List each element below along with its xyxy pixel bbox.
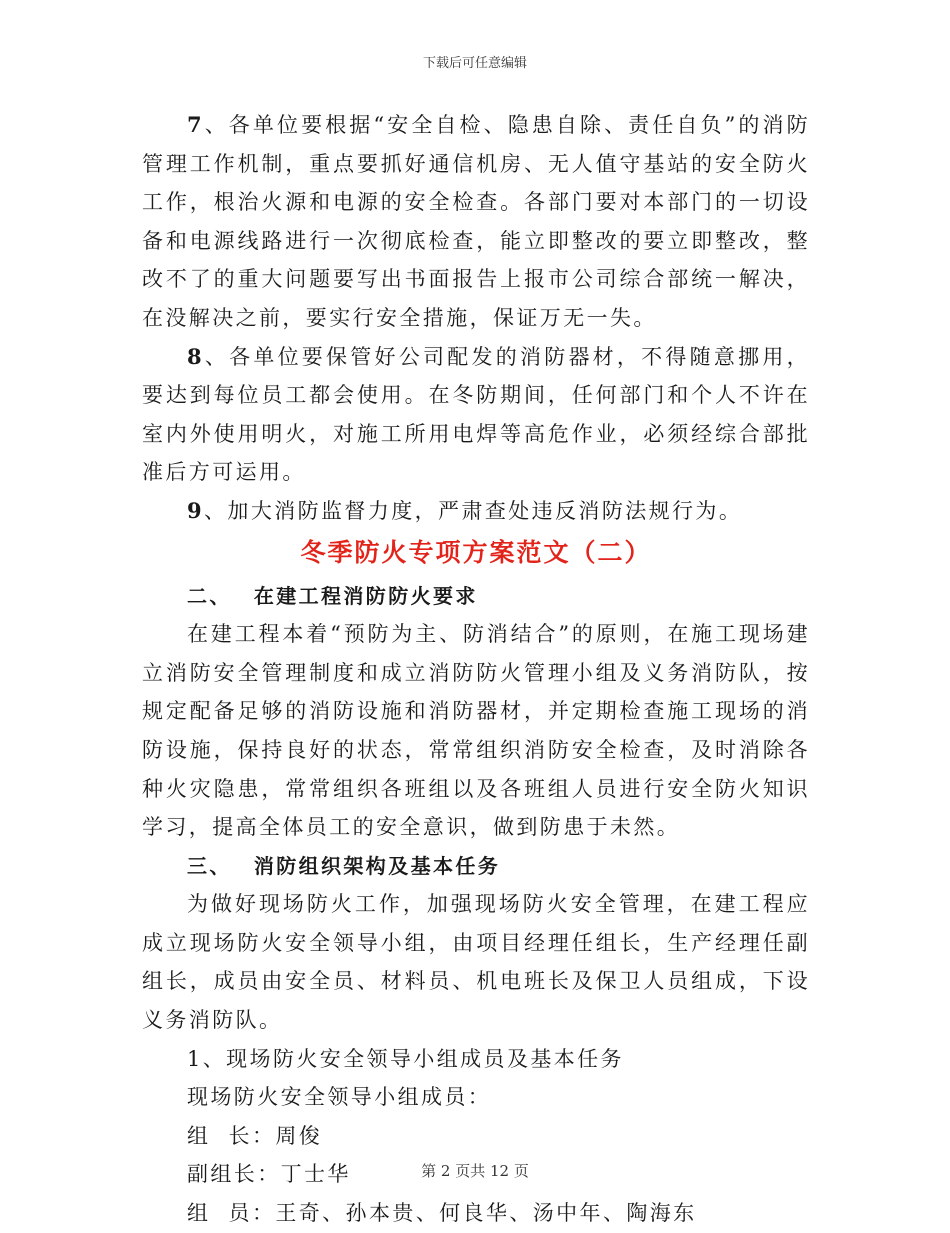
section-2-body: 在建工程本着“预防为主、防消结合”的原则，在施工现场建立消防安全管理制度和成立消防防火管理小组及义务消防队，按规定配备足够的消防设施和消防器材，并定期检查施工现场的消防设施，保持良好的状态，常常组织消防安全检查，及时消除各种火灾隐患，常常组织各班组以及各班组人员进行安全防火知识学习，提高全体员工的安全意识，做到防患于未然。 [142,622,810,840]
deputy-line: 副组长：丁士华 [187,1162,351,1187]
item-number: 8 [187,343,205,369]
section-title: 在建工程消防防火要求 [253,583,478,608]
document-body [142,106,810,1233]
paragraph-text: 、各单位要根据“安全自检、隐患自除、责任自负”的消防管理工作机制，重点要抓好通信机房、无人值守基站的安全防火工作，根治火源和电源的安全检查。各部门要对本部门的一切设备和电源线路进行一次彻底检查，能立即整改的要立即整改，整改不了的重大问题要写出书面报告上报市公司综合部统一解决，在没解决之前，要实行安全措施，保证万无一失。 [142,113,810,330]
list-item-1: 1、现场防火安全领导小组成员及基本任务 [187,1046,624,1071]
paragraph-9 [142,492,810,531]
section-title: 消防组织架构及基本任务 [253,853,501,878]
section-number: 二、 [187,583,232,608]
document-title: 冬季防火专项方案范文（二） [300,537,652,567]
item-number: 7 [187,112,205,137]
section-heading-2 [142,577,810,616]
paragraph-text: 、加大消防监督力度，严肃查处违反消防法规行为。 [204,498,743,523]
paragraph-8 [142,338,810,492]
page-footer: 第 2 页共 12 页 [421,1162,529,1180]
leader-line: 组 长：周俊 [187,1123,323,1148]
members-heading: 现场防火安全领导小组成员： [187,1085,492,1110]
paragraph-text: 、各单位要保管好公司配发的消防器材，不得随意挪用，要达到每位员工都会使用。在冬防期间，任何部门和个人不许在室内外使用明火，对施工所用电焊等高危作业，必须经综合部批准后方可运用。 [142,344,810,485]
section-number: 三、 [187,853,232,878]
section-heading-3 [142,847,810,886]
page-header: 下载后可任意编辑 [422,56,527,71]
section-3-body: 为做好现场防火工作，加强现场防火安全管理，在建工程应成立现场防火安全领导小组，由项目经理任组长，生产经理任副组长，成员由安全员、材料员、机电班长及保卫人员组成，下设义务消防队。 [142,892,810,1033]
paragraph-7 [142,106,810,338]
item-number: 9 [187,497,205,523]
members-line: 组 员：王奇、孙本贵、何良华、汤中年、陶海东 [187,1201,697,1226]
